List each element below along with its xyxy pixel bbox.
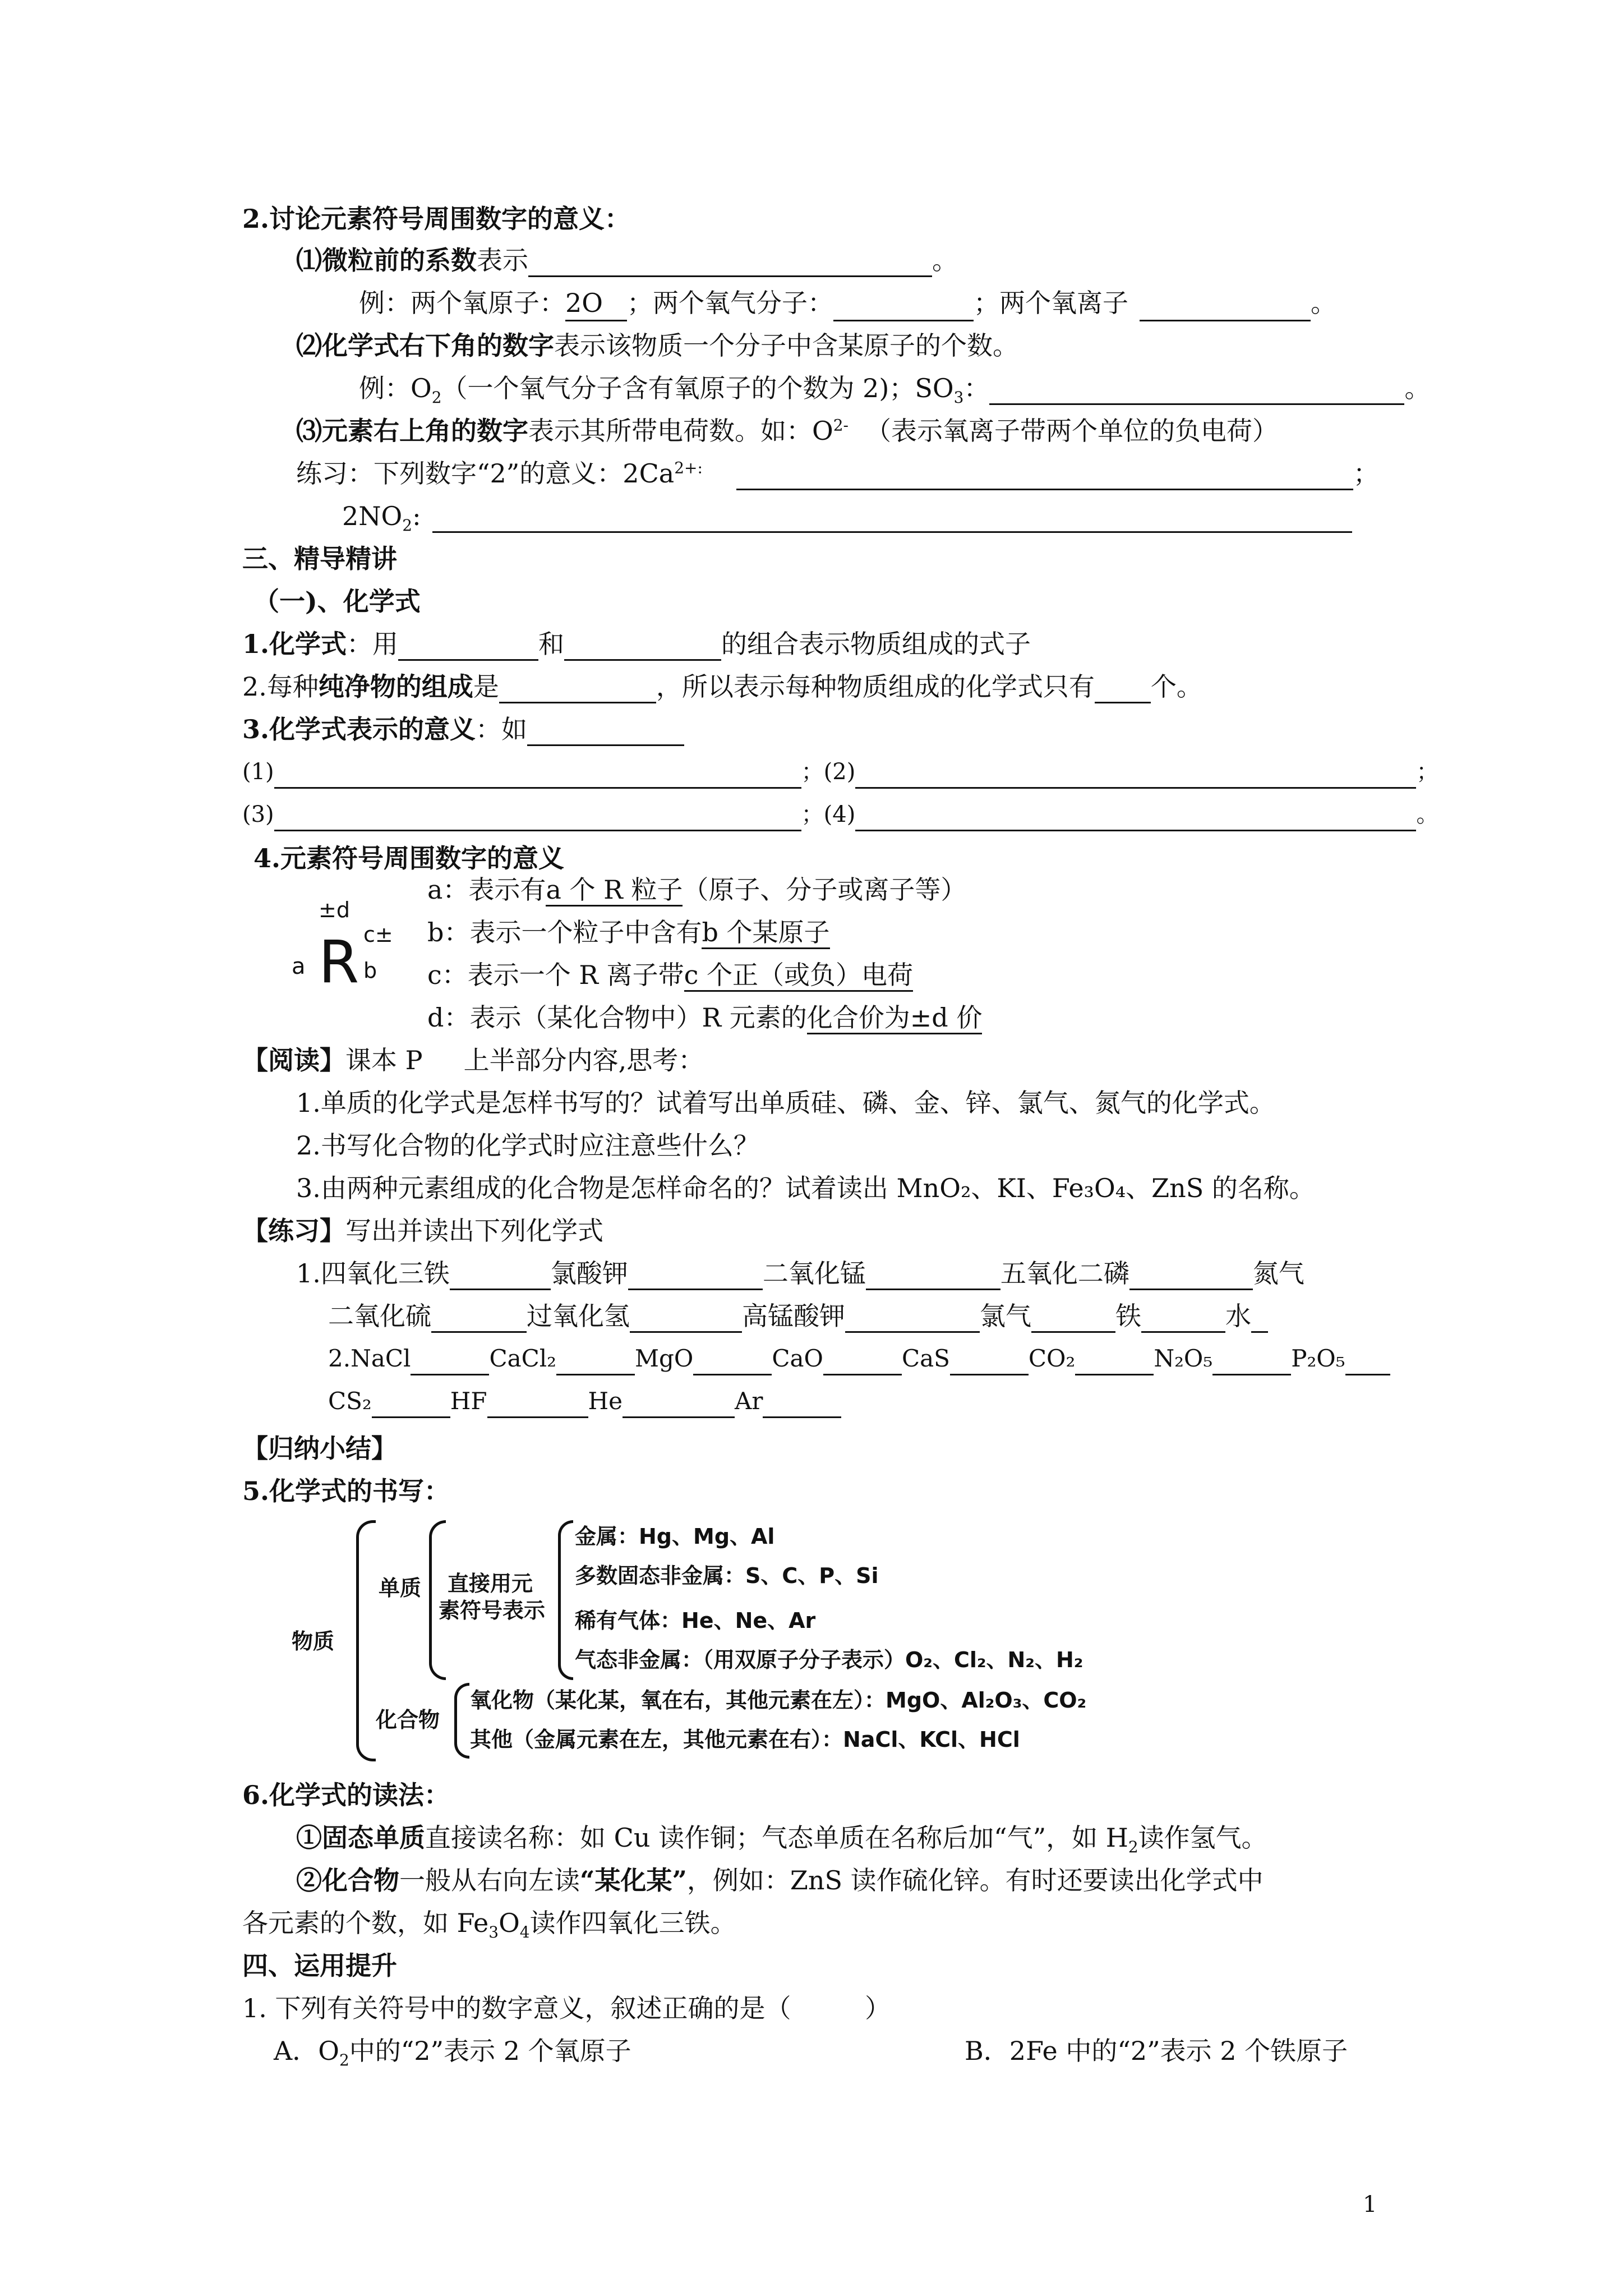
example-1-blank-1[interactable]: [833, 292, 974, 321]
read-rule-2-a: 一般从右向左读: [399, 1865, 580, 1895]
practice-line: [296, 457, 1379, 490]
option-a-sub: 2: [339, 2051, 349, 2070]
meaning-1-label: (1): [242, 759, 274, 785]
practice-row-4: [328, 1384, 841, 1418]
practice-r3-blank[interactable]: [693, 1346, 772, 1375]
item-3-line: [296, 414, 1278, 448]
example-2-b: （一个氧气分子含有氧原子的个数为 2)；SO: [441, 373, 954, 403]
diag-direct-2: 素符号表示: [439, 1598, 546, 1623]
no2-line: [342, 499, 1352, 533]
def-1-a: ：用: [347, 629, 399, 659]
practice-blank[interactable]: [736, 461, 1353, 490]
no2-blank[interactable]: [432, 503, 1352, 533]
def-line-3: [242, 712, 684, 746]
item-1-label: ⑴微粒前的系数: [296, 245, 477, 275]
item-2-label: ⑵化学式右下角的数字: [296, 330, 554, 361]
def-3-label: 3.化学式表示的意义: [242, 714, 476, 744]
section-4-heading: 四、运用提升: [242, 1950, 397, 1981]
practice-r2-item: 水: [1225, 1301, 1251, 1331]
diag-oxide: 氧化物（某化某，氧在右，其他元素在左）：MgO、Al₂O₃、CO₂: [470, 1688, 1087, 1713]
example-2-sub2: 3: [953, 388, 964, 407]
diag-gas-nonmetal: 气态非金属：（用双原子分子表示）O₂、Cl₂、N₂、H₂: [575, 1648, 1083, 1672]
reading-heading: 6.化学式的读法：: [242, 1780, 450, 1810]
def-3-a: ：如: [476, 714, 528, 744]
symbol-b: b: [363, 958, 377, 983]
example-1-c: ；两个氧离子: [974, 288, 1128, 318]
practice-r2-item: 过氧化氢: [527, 1301, 630, 1331]
practice-r2-blank[interactable]: [630, 1303, 742, 1333]
diag-solid-nonmetal: 多数固态非金属：S、C、P、Si: [575, 1563, 879, 1588]
reading-q1: 1.单质的化学式是怎样书写的？试着写出单质硅、磷、金、锌、氯气、氮气的化学式。: [296, 1088, 1275, 1118]
practice-tag: 【练习】: [242, 1216, 345, 1246]
symbol-c-pre: c：表示一个 R 离子带: [427, 960, 684, 990]
def-2-d: 个。: [1150, 671, 1202, 702]
example-1-b: ；两个氧气分子：: [627, 288, 833, 318]
symbol-d-line: [427, 1001, 982, 1034]
practice-r4-blank[interactable]: [372, 1388, 450, 1418]
practice-r3-blank[interactable]: [411, 1346, 489, 1375]
practice-r3-item: CaS: [901, 1345, 950, 1372]
practice-r1-item: 1.四氧化三铁: [296, 1258, 450, 1289]
example-2-end: 。: [1404, 373, 1431, 403]
read-rule-3: [242, 1906, 736, 1940]
practice-r3-item: CaO: [772, 1345, 823, 1372]
item-3-text: 表示其所带电荷数。如：O: [528, 416, 833, 446]
classification-diagram: [292, 1515, 1133, 1761]
reading-line: [242, 1043, 704, 1077]
brace-compound: [454, 1683, 469, 1759]
symbol-a-pre: a：表示有: [427, 875, 546, 905]
no2-a: 2NO: [342, 501, 403, 531]
def-2-bold: 纯净物的组成: [318, 671, 473, 702]
reading-text: 课本 P 上半部分内容,思考：: [345, 1045, 704, 1075]
item-1-blank[interactable]: [528, 247, 932, 277]
symbol-d-underlined: 化合价为±d 价: [807, 1002, 983, 1034]
meaning-4-label: ；(4): [801, 802, 856, 827]
item-3-tail: （表示氧离子带两个单位的负电荷）: [865, 416, 1278, 446]
symbol-b-pre: b：表示一个粒子中含有: [427, 917, 702, 947]
read-rule-2: [296, 1864, 1264, 1897]
section-2-title: 2.讨论元素符号周围数字的意义：: [242, 204, 631, 234]
diag-rare-gas: 稀有气体：He、Ne、Ar: [575, 1608, 816, 1633]
example-2-a: 例：O: [359, 373, 432, 403]
option-a-b: 中的“2”表示 2 个氧原子: [349, 2036, 631, 2066]
def-2-blank-2[interactable]: [1095, 674, 1151, 703]
diag-direct-1: 直接用元: [448, 1571, 533, 1596]
meaning-line-2: [242, 798, 1438, 831]
item-1-text: 表示: [477, 245, 528, 275]
meaning-line-1: [242, 755, 1438, 789]
meaning-4-end: 。: [1416, 802, 1439, 827]
symbol-b-underlined: b 个某原子: [702, 917, 829, 949]
meaning-2-end: ；: [1416, 759, 1439, 785]
example-1-line: [359, 286, 1336, 321]
practice-r3-item: CaCl₂: [489, 1345, 557, 1372]
def-1-label: 1.化学式: [242, 629, 347, 659]
practice-r3-blank[interactable]: [950, 1346, 1029, 1375]
section-3-subheading: （一)、化学式: [253, 586, 421, 616]
def-line-2: [242, 670, 1202, 703]
example-2-line: [359, 371, 1430, 405]
item-3-sup: 2-: [833, 416, 849, 435]
symbol-a: a: [292, 954, 306, 979]
symbol-pm-d: ±d: [319, 898, 350, 922]
symbol-R: R: [319, 928, 359, 996]
practice-a: 练习：下列数字“2”的意义：2Ca: [296, 458, 675, 489]
reading-q3: 3.由两种元素组成的化合物是怎样命名的？试着读出 MnO₂、KI、Fe₃O₄、ZnS 的名称。: [296, 1173, 1315, 1203]
reading-q2: 2.书写化合物的化学式时应注意些什么？: [296, 1130, 759, 1161]
practice-text: 写出并读出下列化学式: [345, 1216, 603, 1246]
diag-simple: 单质: [379, 1576, 422, 1600]
practice-row-2: [328, 1299, 1268, 1333]
read-rule-2-label: ②化合物: [296, 1865, 399, 1895]
practice-r1-item: 二氧化锰: [762, 1258, 866, 1289]
read-rule-1: [296, 1821, 1267, 1855]
practice-r4-blank[interactable]: [487, 1388, 588, 1418]
practice-r3-item: P₂O₅: [1291, 1345, 1345, 1372]
read-rule-3-sub1: 3: [488, 1923, 499, 1942]
brace-substance: [356, 1520, 376, 1761]
def-1-b: 和: [538, 629, 565, 659]
option-b[interactable]: B．2Fe 中的“2”表示 2 个铁原子: [965, 2036, 1348, 2066]
diag-compound: 化合物: [376, 1708, 440, 1732]
def-2-b: 是: [473, 671, 499, 702]
example-1-blank-2[interactable]: [1140, 292, 1311, 321]
symbol-diagram: [292, 898, 404, 1010]
diag-other: 其他（金属元素在左，其他元素在右）：NaCl、KCl、HCl: [470, 1727, 1020, 1752]
practice-r3-blank[interactable]: [1075, 1346, 1154, 1375]
diag-substance: 物质: [292, 1629, 335, 1654]
practice-r1-blank[interactable]: [450, 1260, 551, 1290]
practice-row-3: [328, 1342, 1390, 1375]
item-1-end: 。: [932, 245, 958, 275]
def-1-c: 的组合表示物质组成的式子: [721, 629, 1031, 659]
practice-r3-item: MgO: [635, 1345, 694, 1372]
example-2-sub: 2: [431, 388, 442, 407]
read-rule-3-a: 各元素的个数，如 Fe: [242, 1908, 489, 1938]
practice-r2-blank[interactable]: [845, 1303, 980, 1333]
example-1-a: 例：两个氧原子：: [359, 288, 565, 318]
read-rule-2-b: ，例如：ZnS 读作硫化锌。有时还要读出化学式中: [686, 1865, 1264, 1895]
option-a-a: A．O: [274, 2036, 339, 2066]
def-1-blank-1[interactable]: [398, 631, 538, 661]
def-2-blank-1[interactable]: [499, 674, 656, 703]
symbol-a-post: （原子、分子或离子等）: [683, 875, 967, 905]
question-1: 1. 下列有关符号中的数字意义，叙述正确的是（ ）: [242, 1993, 891, 2023]
example-2-c: ：: [963, 373, 990, 403]
practice-r1-item: 氮气: [1252, 1258, 1304, 1289]
brace-direct: [558, 1520, 573, 1680]
practice-r1-blank[interactable]: [1129, 1260, 1253, 1290]
meaning-3-label: (3): [242, 802, 274, 827]
practice-r2-blank[interactable]: [1251, 1303, 1268, 1333]
no2-b: :: [412, 501, 421, 531]
meaning-1-blank[interactable]: [274, 759, 801, 789]
practice-sup: 2+:: [674, 458, 703, 477]
reading-tag: 【阅读】: [242, 1045, 345, 1075]
practice-heading-line: [242, 1214, 603, 1248]
read-rule-1-sub: 2: [1128, 1838, 1138, 1857]
read-rule-3-b: O: [499, 1908, 520, 1938]
practice-r3-item: 2.NaCl: [328, 1345, 411, 1372]
practice-end: ；: [1353, 458, 1379, 489]
example-1-answer: 2O: [565, 286, 627, 321]
section-3-heading: 三、精导精讲: [242, 544, 397, 574]
meaning-4-blank[interactable]: [855, 802, 1416, 831]
practice-r2-blank[interactable]: [1141, 1303, 1225, 1333]
def-2-a: 2.每种: [242, 671, 319, 702]
symbol-d-pre: d：表示（某化合物中）R 元素的: [427, 1002, 807, 1033]
def-1-blank-2[interactable]: [564, 631, 721, 661]
diag-metal: 金属：Hg、Mg、Al: [575, 1524, 775, 1549]
item-2-text: 表示该物质一个分子中含某原子的个数。: [554, 330, 1018, 361]
symbol-c-line: [427, 958, 913, 992]
read-rule-2-bold: “某化某”: [580, 1865, 687, 1895]
def-3-blank[interactable]: [527, 716, 684, 746]
writing-heading: 5.化学式的书写：: [242, 1476, 450, 1506]
no2-sub: 2: [402, 516, 413, 535]
meaning-2-label: ；(2): [801, 759, 856, 785]
practice-r1-item: 五氧化二磷: [1000, 1258, 1129, 1289]
item-3-label: ⑶元素右上角的数字: [296, 416, 528, 446]
practice-r3-blank[interactable]: [1212, 1346, 1291, 1375]
practice-r3-blank[interactable]: [1345, 1346, 1390, 1375]
page-number: 1: [1363, 2192, 1377, 2217]
meaning-2-blank[interactable]: [855, 759, 1416, 789]
practice-r2-item: 氯气: [980, 1301, 1031, 1331]
practice-r2-item: 二氧化硫: [328, 1301, 431, 1331]
practice-r4-item: He: [588, 1387, 623, 1415]
read-rule-1-label: ①固态单质: [296, 1823, 425, 1853]
practice-r1-item: 氯酸钾: [550, 1258, 628, 1289]
def-2-c: ，所以表示每种物质组成的化学式只有: [656, 671, 1095, 702]
practice-r2-blank[interactable]: [1031, 1303, 1115, 1333]
practice-r2-item: 铁: [1115, 1301, 1141, 1331]
symbol-meaning-heading: 4.元素符号周围数字的意义: [253, 843, 565, 873]
example-2-blank[interactable]: [989, 375, 1404, 405]
practice-r1-blank[interactable]: [866, 1260, 1000, 1290]
example-1-end: 。: [1311, 288, 1336, 318]
read-rule-1-a: 直接读名称：如 Cu 读作铜；气态单质在名称后加“气”，如 H: [425, 1823, 1128, 1853]
symbol-a-underlined: a 个 R 粒子: [546, 875, 683, 907]
read-rule-3-sub2: 4: [519, 1923, 530, 1942]
practice-r3-item: CO₂: [1028, 1345, 1076, 1372]
practice-r2-item: 高锰酸钾: [742, 1301, 845, 1331]
item-2-line: [296, 329, 1018, 362]
symbol-b-line: [427, 915, 830, 949]
item-1-line: [296, 243, 958, 277]
practice-r3-item: N₂O₅: [1154, 1345, 1213, 1372]
practice-row-1: [296, 1257, 1304, 1290]
summary-tag: 【归纳小结】: [242, 1433, 397, 1464]
option-a[interactable]: [274, 2034, 631, 2068]
practice-r4-item: Ar: [735, 1387, 763, 1415]
symbol-c-underlined: c 个正（或负）电荷: [684, 960, 913, 992]
practice-r3-blank[interactable]: [823, 1346, 902, 1375]
read-rule-3-c: 读作四氧化三铁。: [529, 1908, 736, 1938]
practice-r4-blank[interactable]: [623, 1388, 735, 1418]
practice-r4-item: CS₂: [328, 1387, 372, 1415]
symbol-c-pm: c±: [363, 922, 393, 947]
symbol-a-line: [427, 873, 966, 907]
def-line-1: [242, 627, 1031, 661]
read-rule-1-b: 读作氢气。: [1138, 1823, 1267, 1853]
practice-r2-blank[interactable]: [431, 1303, 527, 1333]
practice-r4-item: HF: [450, 1387, 487, 1415]
practice-r4-blank[interactable]: [763, 1388, 841, 1418]
practice-r3-blank[interactable]: [556, 1346, 635, 1375]
practice-r1-blank[interactable]: [628, 1260, 763, 1290]
meaning-3-blank[interactable]: [274, 802, 801, 831]
